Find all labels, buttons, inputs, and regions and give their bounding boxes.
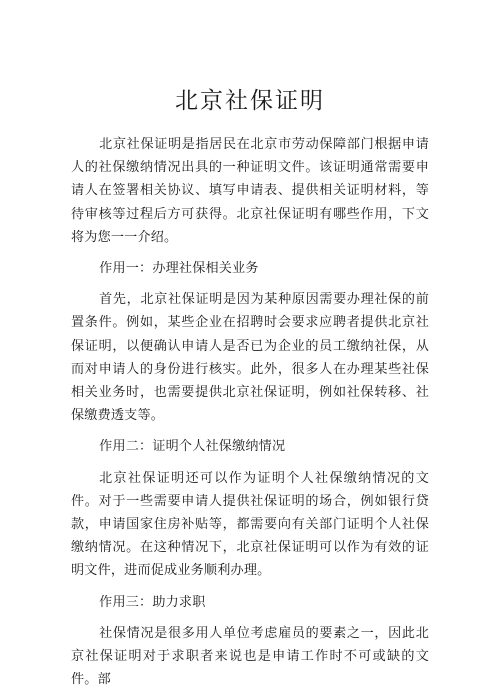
section-heading-3: 作用三：助力求职 [99, 594, 206, 610]
document-title: 北京社保证明 [175, 88, 325, 114]
section-heading-1: 作用一：办理社保相关业务 [99, 261, 259, 277]
section-heading-2: 作用二：证明个人社保缴纳情况 [99, 439, 286, 455]
section-body-2: 北京社保证明还可以作为证明个人社保缴纳情况的文件。对于一些需要申请人提供社保证明的场合，例如银行贷款，申请国家住房补贴等，都需要向有关部门证明个人社保缴纳情况。在这种情况下，北京社保证明可以作为有效的证明文件，进而促成业务顺利办理。 [71, 470, 429, 579]
section-body-3: 社保情况是很多用人单位考虑雇员的要素之一，因此北京社保证明对于求职者来说也是申请工作时不可或缺的文件。部 [71, 625, 429, 688]
document-page [71, 86, 429, 691]
section-body-1: 首先，北京社保证明是因为某种原因需要办理社保的前置条件。例如，某些企业在招聘时会要求应聘者提供北京社保证明，以便确认申请人是否已为企业的员工缴纳社保，从而对申请人的身份进行核实。此外，很多人在办理某些社保相关业务时，也需要提供北京社保证明，例如社保转移、社保缴费透支等。 [71, 292, 429, 424]
intro-paragraph: 北京社保证明是指居民在北京市劳动保障部门根据申请人的社保缴纳情况出具的一种证明文件。该证明通常需要申请人在签署相关协议、填写申请表、提供相关证明材料，等待审核等过程后方可获得。北京社保证明有哪些作用，下文将为您一一介绍。 [71, 137, 429, 245]
